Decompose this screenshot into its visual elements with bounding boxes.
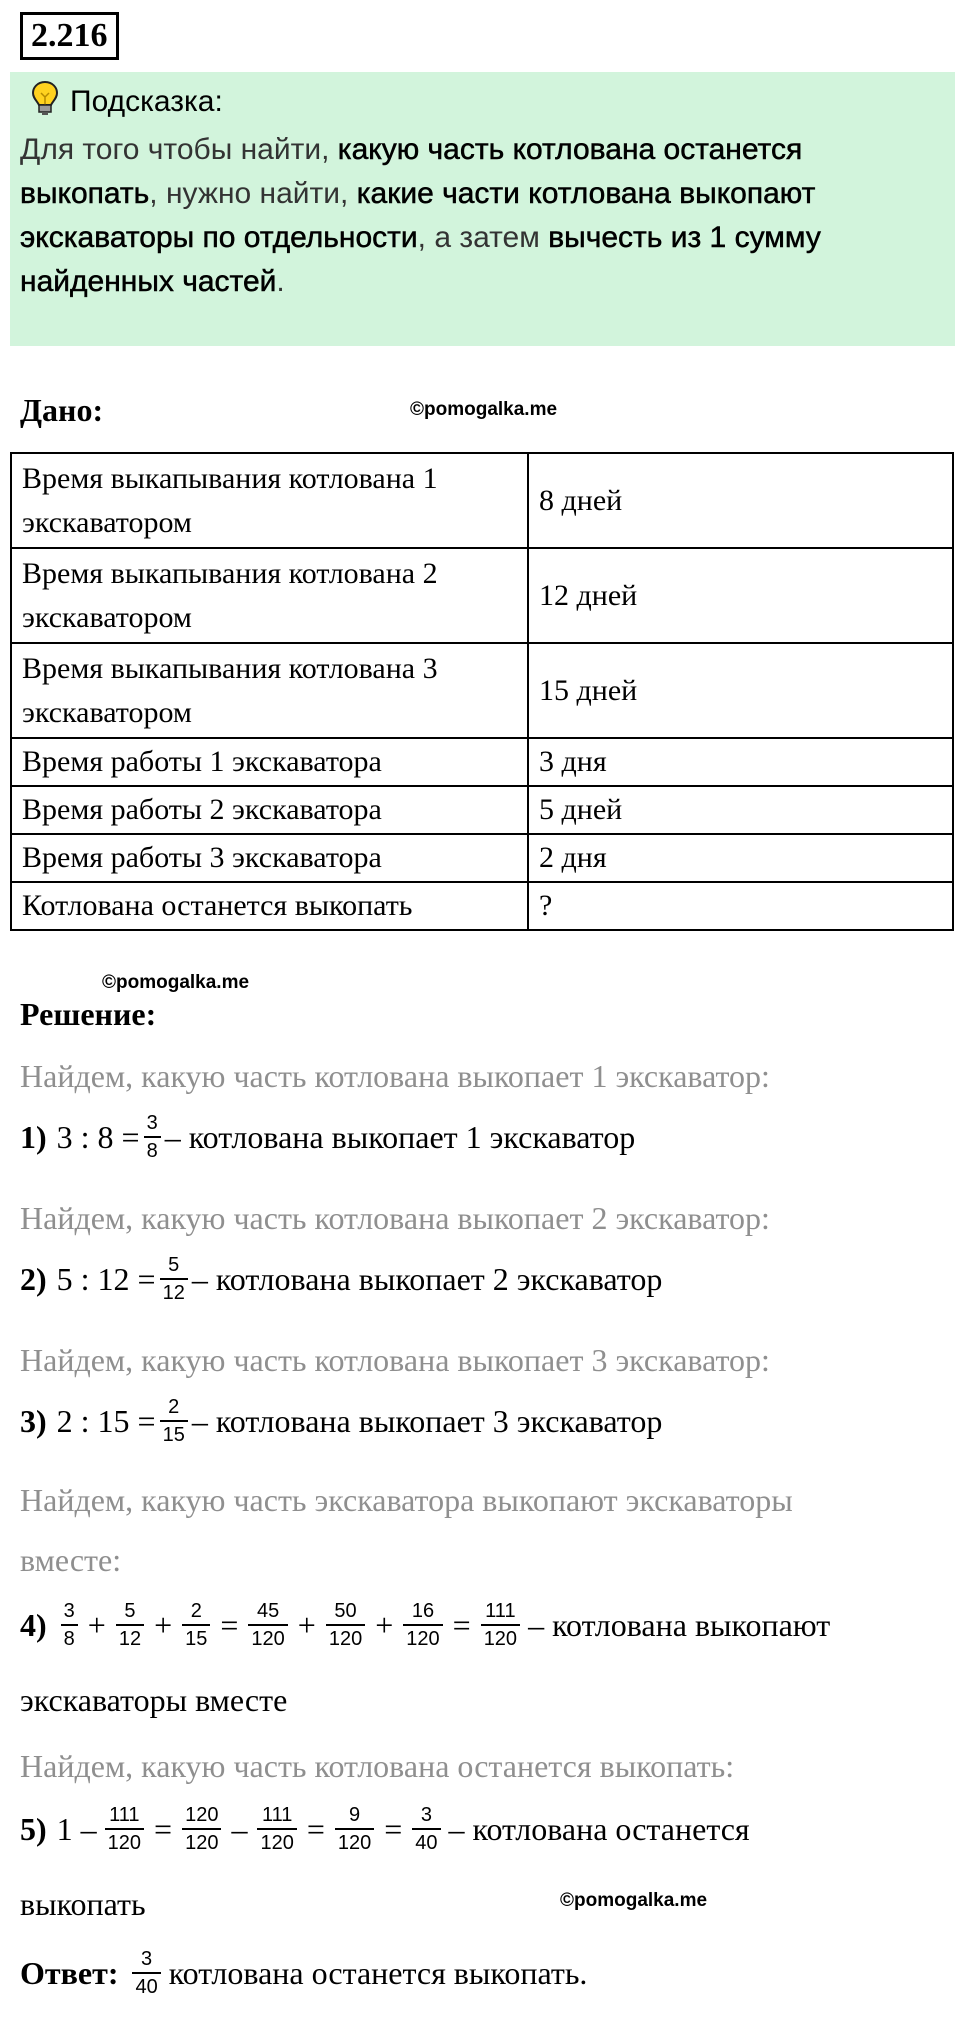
fraction <box>248 1600 287 1650</box>
numerator: 3 <box>141 1948 153 1970</box>
table-row <box>11 882 953 930</box>
step-text: – котлована выкопает 1 экскаватор <box>164 1118 636 1155</box>
numerator: 3 <box>63 1600 75 1622</box>
step-5-text-cont: выкопать <box>20 1886 146 1922</box>
fraction <box>116 1600 144 1650</box>
step-lead: 1 – <box>56 1810 97 1847</box>
step-2 <box>20 1254 662 1304</box>
fraction <box>160 1396 188 1446</box>
answer-text: котлована останется выкопать. <box>168 1954 588 1991</box>
step-text: – котлована выкопают <box>528 1606 831 1643</box>
step-1-intro: Найдем, какую часть котлована выкопает 1 экскаватор: <box>20 1058 770 1094</box>
step-3 <box>20 1396 662 1446</box>
operator: = <box>154 1810 173 1847</box>
given-label: Дано: <box>20 392 104 428</box>
denominator: 8 <box>146 1140 158 1162</box>
denominator: 120 <box>328 1628 363 1650</box>
table-row <box>11 786 953 834</box>
hint-text-part: Для того чтобы найти, <box>20 133 338 166</box>
step-number: 3) <box>20 1402 47 1439</box>
fraction <box>61 1600 78 1650</box>
numerator: 9 <box>349 1804 361 1826</box>
numerator: 111 <box>109 1804 140 1826</box>
step-4-text-cont: экскаваторы вместе <box>20 1682 288 1718</box>
step-text: – котлована выкопает 2 экскаватор <box>191 1260 663 1297</box>
operator: + <box>87 1606 106 1643</box>
fraction <box>326 1600 365 1650</box>
step-4-intro-cont: вместе: <box>20 1542 122 1578</box>
hint-title-row <box>32 82 223 122</box>
denominator: 40 <box>415 1832 438 1854</box>
hint-text <box>20 128 940 304</box>
table-cell: ? <box>528 882 953 930</box>
step-expression: 3 : 8 = <box>56 1118 140 1155</box>
operator: + <box>154 1606 173 1643</box>
denominator: 15 <box>162 1424 185 1446</box>
fraction <box>132 1948 160 1998</box>
numerator: 5 <box>168 1254 180 1276</box>
numerator: 111 <box>261 1804 293 1826</box>
fraction <box>182 1600 210 1650</box>
table-cell: Котлована останется выкопать <box>11 882 528 930</box>
numerator: 50 <box>334 1600 357 1622</box>
fraction <box>257 1804 296 1854</box>
fraction <box>105 1804 144 1854</box>
denominator: 120 <box>107 1832 142 1854</box>
hint-box <box>10 72 955 346</box>
table-row <box>11 834 953 882</box>
watermark: ©pomogalka.me <box>102 972 250 993</box>
step-5-intro: Найдем, какую часть котлована останется выкопать: <box>20 1748 735 1784</box>
table-row <box>11 643 953 738</box>
table-cell: 3 дня <box>528 738 953 786</box>
table-cell: Время работы 2 экскаватора <box>11 786 528 834</box>
lightbulb-icon <box>32 80 58 124</box>
given-table <box>10 452 954 931</box>
table-cell: Время выкапывания котлована 3 экскаватором <box>11 643 528 738</box>
hint-text-part: , а затем <box>417 221 549 254</box>
step-number: 5) <box>20 1810 47 1847</box>
operator: = <box>220 1606 239 1643</box>
operator: = <box>306 1810 325 1847</box>
fraction <box>481 1600 520 1650</box>
numerator: 16 <box>411 1600 435 1622</box>
answer-line <box>20 1948 587 1998</box>
table-cell: Время выкапывания котлована 1 экскаватором <box>11 453 528 548</box>
numerator: 45 <box>256 1600 280 1622</box>
table-cell: Время работы 1 экскаватора <box>11 738 528 786</box>
operator: + <box>375 1606 394 1643</box>
table-cell: 12 дней <box>528 548 953 643</box>
operator: = <box>452 1606 471 1643</box>
step-number: 4) <box>20 1606 47 1643</box>
denominator: 120 <box>185 1832 219 1854</box>
hint-text-part: . <box>276 265 285 298</box>
step-5 <box>20 1804 750 1854</box>
step-number: 2) <box>20 1260 47 1297</box>
denominator: 120 <box>406 1628 440 1650</box>
denominator: 12 <box>162 1282 185 1304</box>
step-number: 1) <box>20 1118 47 1155</box>
table-cell: Время выкапывания котлована 2 экскаватором <box>11 548 528 643</box>
solution-label: Решение: <box>20 996 157 1032</box>
fraction <box>160 1254 188 1304</box>
table-cell: 2 дня <box>528 834 953 882</box>
numerator: 3 <box>420 1804 432 1826</box>
operator: + <box>297 1606 316 1643</box>
operator: = <box>384 1810 403 1847</box>
step-expression: 5 : 12 = <box>56 1260 156 1297</box>
step-2-intro: Найдем, какую часть котлована выкопает 2 экскаватор: <box>20 1200 770 1236</box>
denominator: 120 <box>483 1628 518 1650</box>
hint-text-bold: какую часть котлована останется выкопать <box>20 133 803 210</box>
table-cell: 5 дней <box>528 786 953 834</box>
fraction <box>144 1112 161 1162</box>
step-4 <box>20 1600 830 1650</box>
numerator: 2 <box>190 1600 202 1622</box>
denominator: 12 <box>118 1628 142 1650</box>
hint-text-bold: какие части котлована выкопают экскаваторы по отдельности <box>20 177 816 254</box>
numerator: 3 <box>146 1112 158 1134</box>
fraction <box>403 1600 442 1650</box>
step-3-intro: Найдем, какую часть котлована выкопает 3 экскаватор: <box>20 1342 770 1378</box>
answer-label: Ответ: <box>20 1954 119 1991</box>
table-row <box>11 453 953 548</box>
problem-number: 2.216 <box>20 12 119 60</box>
table-cell: Время работы 3 экскаватора <box>11 834 528 882</box>
denominator: 8 <box>63 1628 75 1650</box>
operator: – <box>231 1810 248 1847</box>
watermark: ©pomogalka.me <box>560 1890 708 1911</box>
numerator: 2 <box>168 1396 180 1418</box>
hint-text-part: , нужно найти, <box>149 177 357 210</box>
fraction <box>335 1804 374 1854</box>
hint-title: Подсказка: <box>70 85 223 118</box>
watermark: ©pomogalka.me <box>410 399 558 420</box>
denominator: 15 <box>185 1628 208 1650</box>
step-text: – котлована выкопает 3 экскаватор <box>191 1402 663 1439</box>
numerator: 111 <box>485 1600 516 1622</box>
step-4-intro: Найдем, какую часть экскаватора выкопают экскаваторы <box>20 1482 793 1518</box>
denominator: 120 <box>251 1628 285 1650</box>
table-cell: 15 дней <box>528 643 953 738</box>
numerator: 120 <box>185 1804 219 1826</box>
table-row <box>11 738 953 786</box>
numerator: 5 <box>124 1600 136 1622</box>
fraction <box>412 1804 440 1854</box>
step-1 <box>20 1112 635 1162</box>
denominator: 40 <box>135 1976 158 1998</box>
step-expression: 2 : 15 = <box>56 1402 156 1439</box>
hint-text-bold: вычесть из 1 сумму найденных частей <box>20 221 821 298</box>
table-cell: 8 дней <box>528 453 953 548</box>
step-text: – котлована останется <box>448 1810 750 1847</box>
fraction <box>182 1804 221 1854</box>
denominator: 120 <box>337 1832 372 1854</box>
table-row <box>11 548 953 643</box>
denominator: 120 <box>260 1832 294 1854</box>
